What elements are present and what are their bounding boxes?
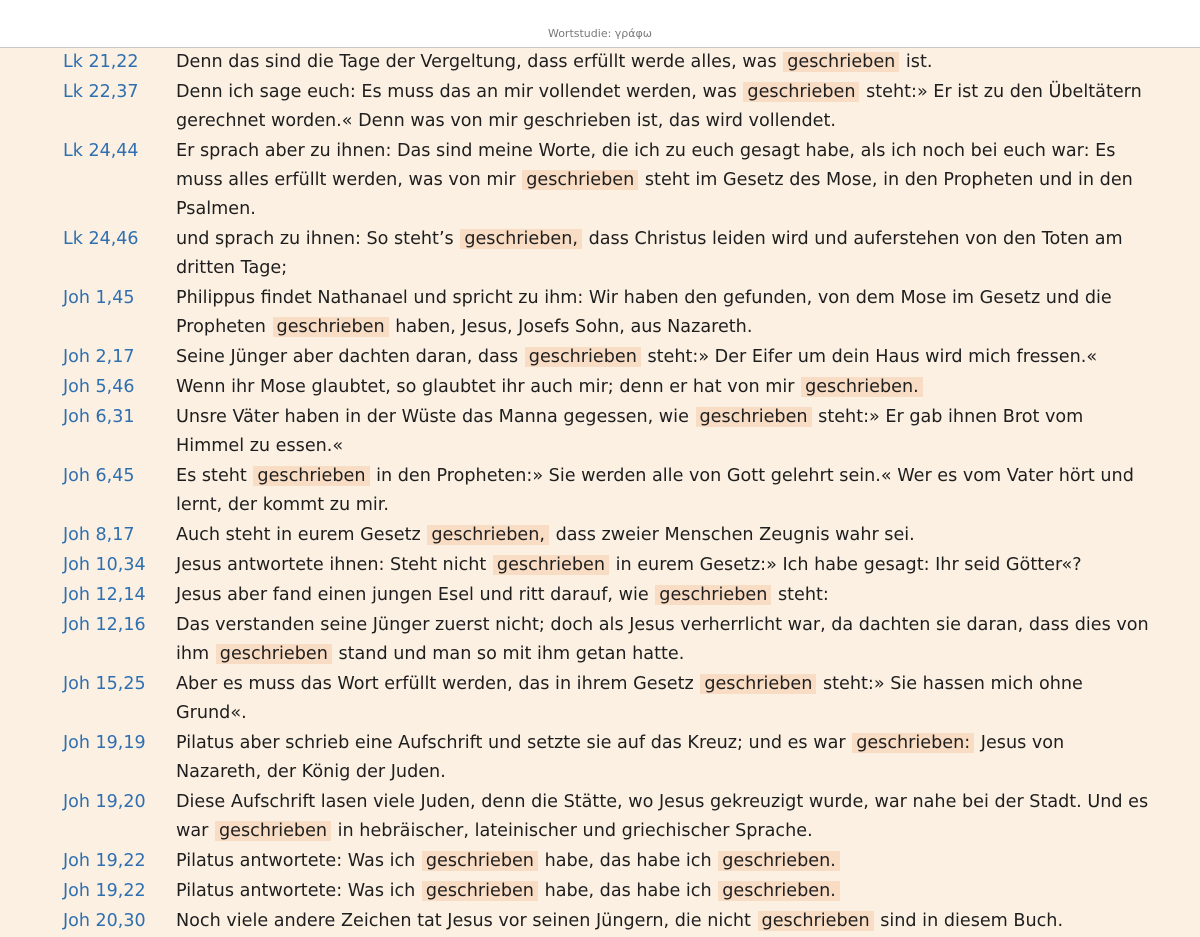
verse-text-segment: Diese Aufschrift lasen viele Juden, denn die Stätte, wo Jesus gekreuzigt wurde, war nahe bei der Stadt. Und es war [176, 792, 1149, 841]
verse-reference-link[interactable]: Joh 12,14 [63, 585, 146, 605]
verse-text [176, 877, 1152, 907]
verse-reference-link[interactable]: Joh 8,17 [63, 525, 135, 545]
verse-row [0, 907, 1200, 937]
window-title: Wortstudie: γράφω [547, 27, 653, 40]
verse-text [176, 729, 1152, 788]
verse-text-segment: Seine Jünger aber dachten daran, dass [176, 347, 519, 367]
verse-reference-link[interactable]: Joh 10,34 [63, 555, 146, 575]
verse-text-segment: stand und man so mit ihm getan hatte. [338, 644, 685, 664]
verse-text-segment: in hebräischer, lateinischer und griechischer Sprache. [337, 821, 813, 841]
highlighted-word: geschrieben, [460, 229, 582, 249]
verse-text-segment: Unsre Väter haben in der Wüste das Manna gegessen, wie [176, 407, 689, 427]
verse-text-segment: Philippus findet Nathanael und spricht zu ihm: Wir haben den gefunden, von dem Mose im Gesetz und die Propheten [176, 288, 1112, 337]
verse-text-segment: steht im Gesetz des Mose, in den Propheten und in den Psalmen. [176, 170, 1133, 219]
verse-text [176, 78, 1152, 137]
highlighted-word: geschrieben [743, 82, 859, 102]
verse-reference-link[interactable]: Joh 1,45 [63, 288, 135, 308]
highlighted-word: geschrieben [522, 170, 638, 190]
verse-reference-link[interactable]: Joh 6,45 [63, 466, 135, 486]
verse-text-segment: ist. [905, 52, 933, 72]
verse-text-segment: Auch steht in eurem Gesetz [176, 525, 421, 545]
verse-row [0, 373, 1200, 403]
highlighted-word: geschrieben [215, 821, 331, 841]
verse-reference-link[interactable]: Joh 15,25 [63, 674, 146, 694]
verse-text [176, 847, 1152, 877]
verse-text-segment: Wenn ihr Mose glaubtet, so glaubtet ihr auch mir; denn er hat von mir [176, 377, 795, 397]
verse-text [176, 373, 1152, 403]
verse-text-segment: Jesus von Nazareth, der König der Juden. [176, 733, 1065, 782]
highlighted-word: geschrieben: [852, 733, 974, 753]
verse-text-segment: und sprach zu ihnen: So steht’s [176, 229, 454, 249]
highlighted-word: geschrieben [422, 881, 538, 901]
verse-text-segment: in den Propheten:» Sie werden alle von Gott gelehrt sein.« Wer es vom Vater hört und lernt, der kommt zu mir. [176, 466, 1134, 515]
verse-row [0, 48, 1200, 78]
verse-text-segment: steht:» Der Eifer um dein Haus wird mich fressen.« [647, 347, 1098, 367]
verse-text-segment: Aber es muss das Wort erfüllt werden, das in ihrem Gesetz [176, 674, 694, 694]
verse-row [0, 788, 1200, 847]
verse-reference-link[interactable]: Lk 24,44 [63, 141, 139, 161]
verse-text [176, 907, 1152, 937]
verse-text [176, 343, 1152, 373]
verse-reference-link[interactable]: Lk 21,22 [63, 52, 139, 72]
verse-text-segment: Noch viele andere Zeichen tat Jesus vor seinen Jüngern, die nicht [176, 911, 751, 931]
verse-row [0, 462, 1200, 521]
verse-row [0, 729, 1200, 788]
verse-row [0, 670, 1200, 729]
verse-row [0, 225, 1200, 284]
verse-row [0, 521, 1200, 551]
verse-row [0, 611, 1200, 670]
verse-list[interactable] [0, 48, 1200, 937]
verse-text [176, 284, 1152, 343]
verse-reference-link[interactable]: Joh 20,30 [63, 911, 146, 931]
verse-reference-link[interactable]: Joh 6,31 [63, 407, 135, 427]
verse-row [0, 403, 1200, 462]
verse-text [176, 48, 1152, 78]
verse-text-segment: habe, das habe ich [544, 851, 712, 871]
verse-text-segment: Pilatus antwortete: Was ich [176, 881, 416, 901]
highlighted-word: geschrieben [655, 585, 771, 605]
verse-reference-link[interactable]: Joh 12,16 [63, 615, 146, 635]
verse-text-segment: Er sprach aber zu ihnen: Das sind meine Worte, die ich zu euch gesagt habe, als ich noch bei euch war: Es muss alles erfüllt werden, was von mir [176, 141, 1116, 190]
verse-text [176, 462, 1152, 521]
verse-row [0, 847, 1200, 877]
highlighted-word: geschrieben [525, 347, 641, 367]
verse-text-segment: steht: [777, 585, 829, 605]
verse-text-segment: steht:» Er ist zu den Übeltätern gerechnet worden.« Denn was von mir geschrieben ist, das wird vollendet. [176, 82, 1142, 131]
title-bar [0, 0, 1200, 48]
verse-row [0, 343, 1200, 373]
highlighted-word: geschrieben. [718, 881, 840, 901]
highlighted-word: geschrieben, [427, 525, 549, 545]
verse-text [176, 581, 1152, 611]
verse-text-segment: Das verstanden seine Jünger zuerst nicht; doch als Jesus verherrlicht war, da dachten sie daran, dass dies von ihm [176, 615, 1149, 664]
verse-text-segment: Pilatus aber schrieb eine Aufschrift und setzte sie auf das Kreuz; und es war [176, 733, 846, 753]
verse-text-segment: steht:» Er gab ihnen Brot vom Himmel zu essen.« [176, 407, 1084, 456]
verse-text [176, 611, 1152, 670]
verse-text-segment: Denn ich sage euch: Es muss das an mir vollendet werden, was [176, 82, 737, 102]
verse-row [0, 137, 1200, 225]
verse-reference-link[interactable]: Joh 19,22 [63, 881, 146, 901]
verse-reference-link[interactable]: Joh 19,22 [63, 851, 146, 871]
verse-reference-link[interactable]: Lk 22,37 [63, 82, 139, 102]
verse-text [176, 551, 1152, 581]
highlighted-word: geschrieben [422, 851, 538, 871]
highlighted-word: geschrieben [783, 52, 899, 72]
verse-text-segment: in eurem Gesetz:» Ich habe gesagt: Ihr seid Götter«? [615, 555, 1082, 575]
verse-row [0, 877, 1200, 907]
highlighted-word: geschrieben [700, 674, 816, 694]
highlighted-word: geschrieben [273, 317, 389, 337]
verse-text [176, 225, 1152, 284]
verse-reference-link[interactable]: Joh 19,19 [63, 733, 146, 753]
verse-text-segment: Denn das sind die Tage der Vergeltung, dass erfüllt werde alles, was [176, 52, 777, 72]
highlighted-word: geschrieben. [801, 377, 923, 397]
highlighted-word: geschrieben. [718, 851, 840, 871]
verse-text-segment: steht:» Sie hassen mich ohne Grund«. [176, 674, 1083, 723]
highlighted-word: geschrieben [216, 644, 332, 664]
highlighted-word: geschrieben [696, 407, 812, 427]
verse-text-segment: habe, das habe ich [544, 881, 712, 901]
highlighted-word: geschrieben [253, 466, 369, 486]
verse-text-segment: sind in diesem Buch. [880, 911, 1064, 931]
verse-row [0, 581, 1200, 611]
verse-text-segment: Jesus antwortete ihnen: Steht nicht [176, 555, 487, 575]
verse-reference-link[interactable]: Lk 24,46 [63, 229, 139, 249]
verse-row [0, 78, 1200, 137]
verse-text-segment: dass Christus leiden wird und auferstehen von den Toten am dritten Tage; [176, 229, 1123, 278]
verse-text [176, 403, 1152, 462]
verse-reference-link[interactable]: Joh 5,46 [63, 377, 135, 397]
verse-text [176, 788, 1152, 847]
verse-reference-link[interactable]: Joh 19,20 [63, 792, 146, 812]
verse-text [176, 521, 1152, 551]
highlighted-word: geschrieben [493, 555, 609, 575]
verse-text-segment: Es steht [176, 466, 247, 486]
verse-text-segment: haben, Jesus, Josefs Sohn, aus Nazareth. [395, 317, 753, 337]
verse-text [176, 137, 1152, 225]
verse-reference-link[interactable]: Joh 2,17 [63, 347, 135, 367]
verse-text-segment: dass zweier Menschen Zeugnis wahr sei. [555, 525, 915, 545]
highlighted-word: geschrieben [758, 911, 874, 931]
verse-row [0, 551, 1200, 581]
verse-text-segment: Pilatus antwortete: Was ich [176, 851, 416, 871]
verse-row [0, 284, 1200, 343]
verse-text [176, 670, 1152, 729]
verse-text-segment: Jesus aber fand einen jungen Esel und ritt darauf, wie [176, 585, 649, 605]
